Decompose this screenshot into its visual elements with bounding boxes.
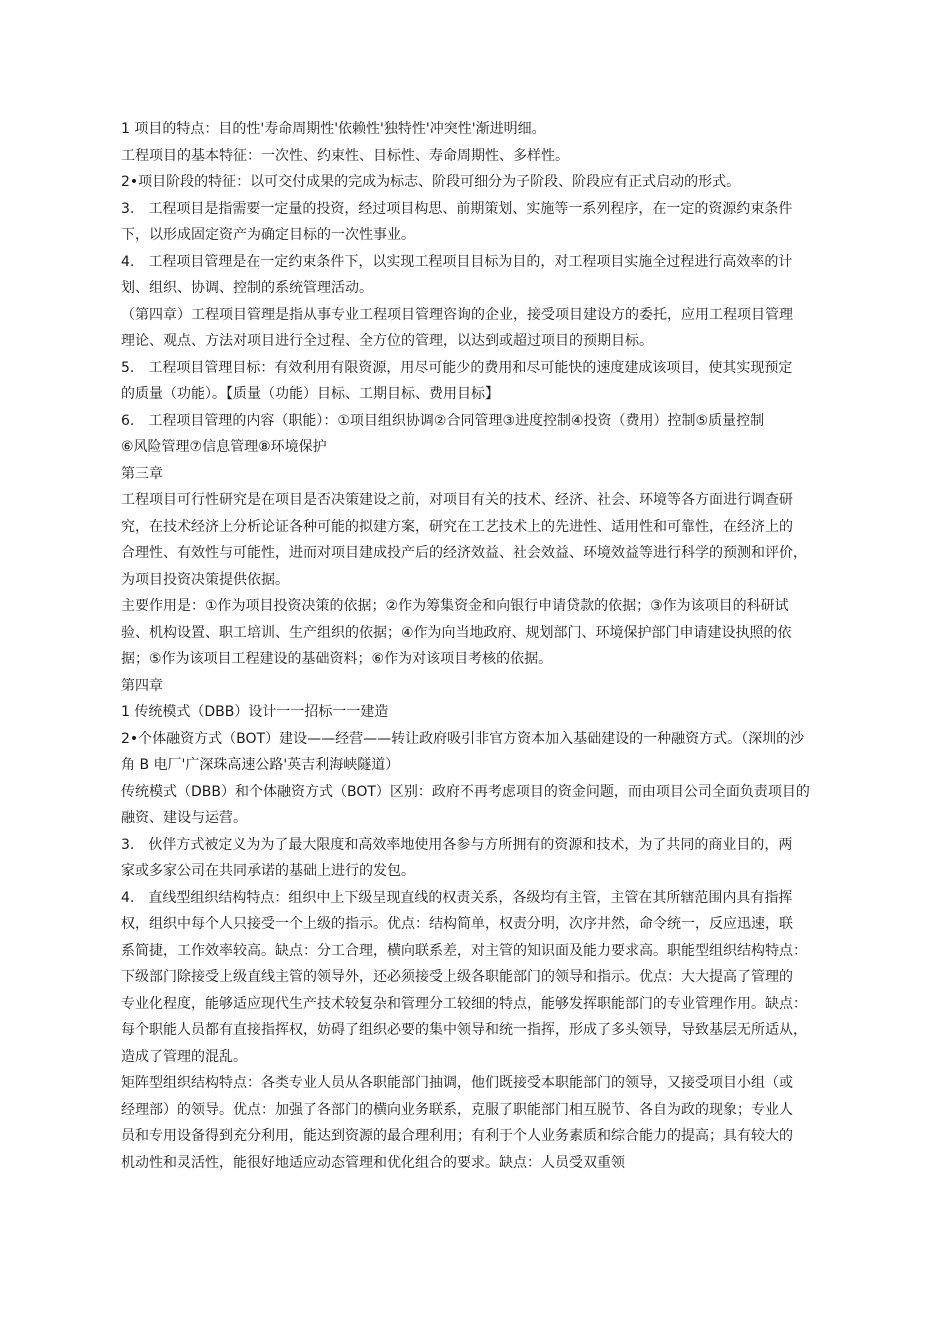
text-line: 工程项目可行性研究是在项目是否决策建设之前，对项目有关的技术、经济、社会、环境等各方面进行调查研: [121, 492, 793, 508]
text-line: 每个职能人员都有直接指挥权，妨碍了组织必要的集中领导和统一指挥，形成了多头领导，导致基层无所适从，: [121, 1022, 807, 1038]
paragraph: [121, 673, 839, 700]
text-line: 3. 伙伴方式被定义为为了最大限度和高效率地使用各参与方所拥有的资源和技术，为了共同的商业目的，两: [121, 836, 793, 853]
text-line: 1 项目的特点：目的性'寿命周期性'依赖性'独特性'冲突性'渐进明细。: [121, 121, 546, 137]
paragraph: [121, 885, 839, 1071]
text-line: 权，组织中每个人只接受一个上级的指示。优点：结构简单，权责分明，次序井然，命令统一，反应迅速，联: [121, 916, 793, 932]
paragraph: [121, 143, 839, 170]
paragraph: [121, 169, 839, 196]
document-body: [121, 116, 839, 1176]
text-line: 主要作用是：①作为项目投资决策的依据；②作为筹集资金和向银行申请贷款的依据；③作为该项目的科研试: [121, 598, 789, 614]
text-line: ⑥风险管理⑦信息管理⑧环境保护: [121, 439, 327, 455]
paragraph: [121, 116, 839, 143]
text-line: 理论、观点、方法对项目进行全过程、全方位的管理，以达到或超过项目的预期目标。: [121, 333, 653, 349]
text-line: 员和专用设备得到充分利用，能达到资源的最合理利用；有利于个人业务素质和综合能力的提高；具有较大的: [121, 1128, 793, 1144]
text-line: 融资、建设与运营。: [121, 810, 247, 826]
text-line: 6. 工程项目管理的内容（职能）：①项目组织协调②合同管理③进度控制④投资（费用）控制⑤质量控制: [121, 412, 765, 429]
text-line: 下级部门除接受上级直线主管的领导外，还必须接受上级各职能部门的领导和指示。优点：大大提高了管理的: [121, 969, 793, 985]
paragraph: [121, 355, 839, 408]
text-line: 工程项目的基本特征：一次性、约束性、目标性、寿命周期性、多样性。: [121, 147, 569, 164]
text-line: 角 B 电厂'广深珠高速公路'英吉利海峡隧道）: [121, 757, 400, 773]
paragraph: [121, 699, 839, 726]
text-line: 验、机构设置、职工培训、生产组织的依据；④作为向当地政府、规划部门、环境保护部门申请建设执照的依: [121, 624, 792, 641]
text-line: 机动性和灵活性，能很好地适应动态管理和优化组合的要求。缺点：人员受双重领: [121, 1154, 625, 1171]
text-line: （第四章）工程项目管理是指从事专业工程项目管理咨询的企业，接受项目建设方的委托，应用工程项目管理: [121, 306, 793, 323]
text-line: 2•项目阶段的特征：以可交付成果的完成为标志、阶段可细分为子阶段、阶段应有正式启动的形式。: [121, 174, 741, 190]
paragraph: [121, 1070, 839, 1176]
text-line: 5. 工程项目管理目标：有效利用有限资源，用尽可能少的费用和尽可能快的速度建成该项目，使其实现预定: [121, 359, 793, 376]
paragraph: [121, 302, 839, 355]
text-line: 下，以形成固定资产为确定目标的一次性事业。: [121, 227, 415, 243]
paragraph: [121, 832, 839, 885]
text-line: 4. 直线型组织结构特点：组织中上下级呈现直线的权责关系，各级均有主管，主管在其所辖范围内具有指挥: [121, 889, 793, 906]
text-line: 专业化程度，能够适应现代生产技术较复杂和管理分工较细的特点，能够发挥职能部门的专业管理作用。缺点：: [121, 995, 807, 1012]
text-line: 家或多家公司在共同承诺的基础上进行的发包。: [121, 863, 415, 879]
paragraph: [121, 487, 839, 593]
text-line: 合理性、有效性与可能性，进而对项目建成投产后的经济效益、社会效益、环境效益等进行科学的预测和评价，: [121, 545, 807, 561]
text-line: 究，在技术经济上分析论证各种可能的拟建方案，研究在工艺技术上的先进性、适用性和可靠性，在经济上的: [121, 518, 793, 535]
text-line: 据；⑤作为该项目工程建设的基础资料；⑥作为对该项目考核的依据。: [121, 651, 553, 667]
text-line: 为项目投资决策提供依据。: [121, 571, 289, 588]
text-line: 第三章: [121, 465, 163, 482]
text-line: 1 传统模式（DBB）设计一一招标一一建造: [121, 704, 389, 720]
text-line: 3. 工程项目是指需要一定量的投资，经过项目构思、前期策划、实施等一系列程序，在一定的资源约束条件: [121, 200, 793, 217]
paragraph: [121, 593, 839, 673]
text-line: 2•个体融资方式（BOT）建设——经营——转让政府吸引非官方资本加入基础建设的一种融资方式。（深圳的沙: [121, 730, 805, 747]
paragraph: [121, 408, 839, 461]
text-line: 4. 工程项目管理是在一定约束条件下，以实现工程项目目标为目的，对工程项目实施全过程进行高效率的计: [121, 253, 793, 270]
text-line: 第四章: [121, 677, 163, 694]
text-line: 经理部）的领导。优点：加强了各部门的横向业务联系，克服了职能部门相互脱节、各自为政的现象；专业人: [121, 1101, 793, 1118]
text-line: 系简捷，工作效率较高。缺点：分工合理，横向联系差，对主管的知识面及能力要求高。职能型组织结构特点：: [121, 942, 807, 959]
paragraph: [121, 196, 839, 249]
paragraph: [121, 249, 839, 302]
text-line: 的质量（功能）。【质量（功能）目标、工期目标、费用目标】: [121, 386, 499, 402]
paragraph: [121, 726, 839, 779]
paragraph: [121, 461, 839, 488]
paragraph: [121, 779, 839, 832]
text-line: 造成了管理的混乱。: [121, 1048, 247, 1065]
text-line: 矩阵型组织结构特点：各类专业人员从各职能部门抽调，他们既接受本职能部门的领导，又接受项目小组（或: [121, 1075, 793, 1091]
text-line: 传统模式（DBB）和个体融资方式（BOT）区别：政府不再考虑项目的资金问题，而由项目公司全面负责项目的: [121, 783, 810, 800]
text-line: 划、组织、协调、控制的系统管理活动。: [121, 280, 373, 296]
